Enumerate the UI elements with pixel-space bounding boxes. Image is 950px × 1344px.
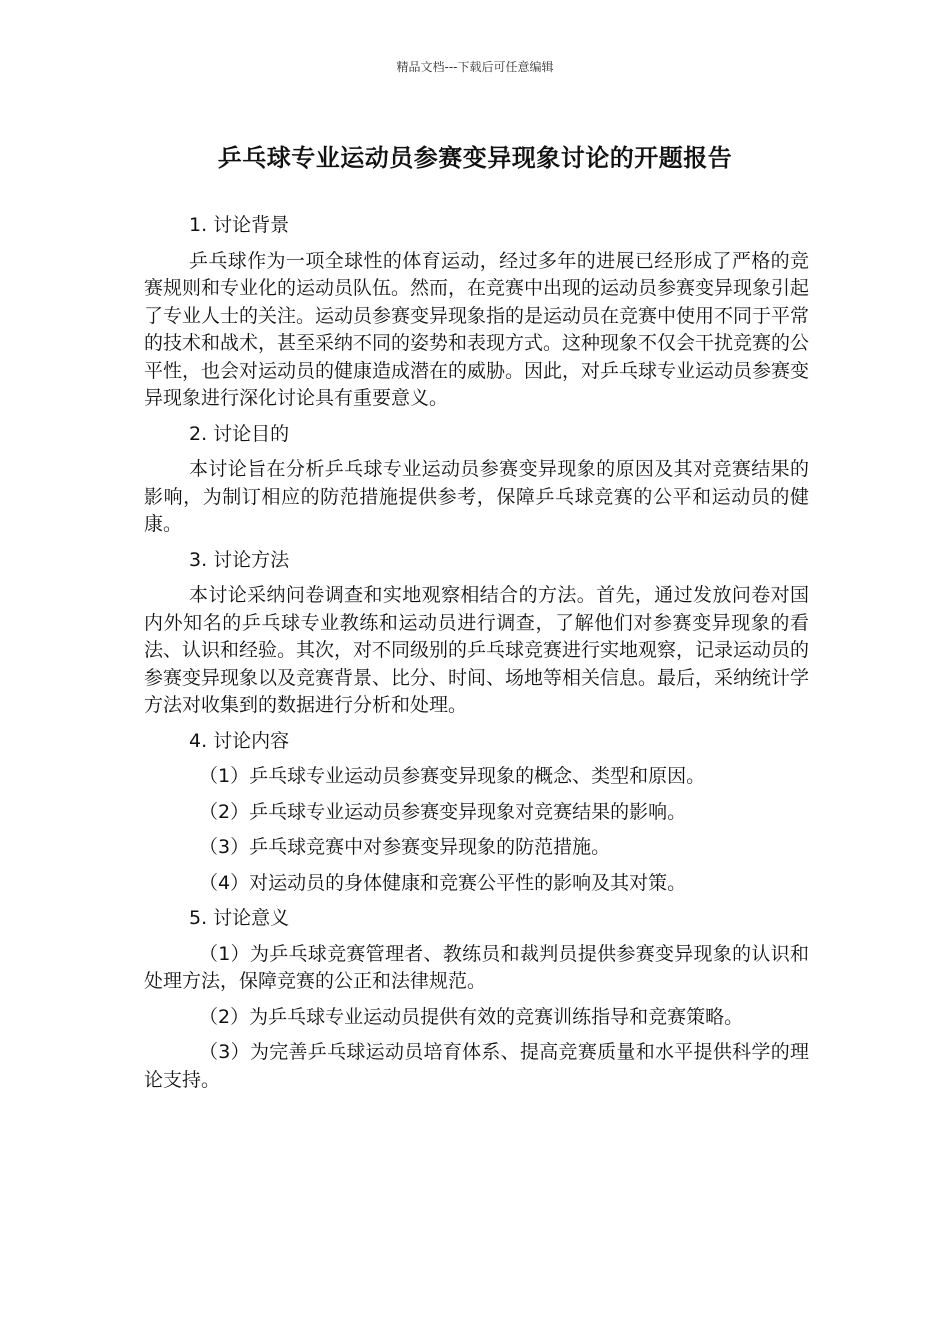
content-list-item: （1）乒乓球专业运动员参赛变异现象的概念、类型和原因。	[199, 765, 706, 787]
significance-list-item: （2）为乒乓球专业运动员提供有效的竞赛训练指导和竞赛策略。	[199, 1005, 744, 1028]
section-text-method: 本讨论采纳问卷调查和实地观察相结合的方法。首先，通过发放问卷对国内外知名的乒乓球专业教练和运动员进行调查，了解他们对参赛变异现象的看法、认识和经验。其次，对不同级别的乒乓球竞赛进行实地观察，记录运动员的参赛变异现象以及竞赛背景、比分、时间、场地等相关信息。最后，采纳统计学方法对收集到的数据进行分析和处理。	[144, 584, 810, 716]
section-heading-background: 1. 讨论背景	[189, 214, 290, 236]
page-header-note: 精品文档---下载后可任意编辑	[396, 60, 554, 74]
section-text-purpose: 本讨论旨在分析乒乓球专业运动员参赛变异现象的原因及其对竞赛结果的影响，为制订相应的防范措施提供参考，保障乒乓球竞赛的公平和运动员的健康。	[144, 458, 809, 535]
content-list-item: （3）乒乓球竞赛中对参赛变异现象的防范措施。	[199, 836, 611, 858]
document-title: 乒乓球专业运动员参赛变异现象讨论的开题报告	[217, 144, 733, 172]
section-heading-method: 3. 讨论方法	[189, 548, 290, 571]
content-list-item: （4）对运动员的身体健康和竞赛公平性的影响及其对策。	[199, 871, 687, 894]
significance-list-item: （1）为乒乓球竞赛管理者、教练员和裁判员提供参赛变异现象的认识和处理方法，保障竞赛的公正和法律规范。	[144, 942, 809, 992]
section-text-background: 乒乓球作为一项全球性的体育运动，经过多年的进展已经形成了严格的竞赛规则和专业化的运动员队伍。然而，在竞赛中出现的运动员参赛变异现象引起了专业人士的关注。运动员参赛变异现象指的是运动员在竞赛中使用不同于平常的技术和战术，甚至采纳不同的姿势和表现方式。这种现象不仅会干扰竞赛的公平性，也会对运动员的健康造成潜在的威胁。因此，对乒乓球专业运动员参赛变异现象进行深化讨论具有重要意义。	[144, 249, 810, 409]
content-list-item: （2）乒乓球专业运动员参赛变异现象对竞赛结果的影响。	[199, 800, 687, 823]
section-heading-content: 4. 讨论内容	[189, 729, 290, 752]
section-heading-purpose: 2. 讨论目的	[189, 422, 290, 445]
document-body	[144, 212, 809, 1102]
section-heading-significance: 5. 讨论意义	[189, 907, 290, 929]
significance-list-item: （3）为完善乒乓球运动员培育体系、提高竞赛质量和水平提供科学的理论支持。	[144, 1041, 809, 1091]
